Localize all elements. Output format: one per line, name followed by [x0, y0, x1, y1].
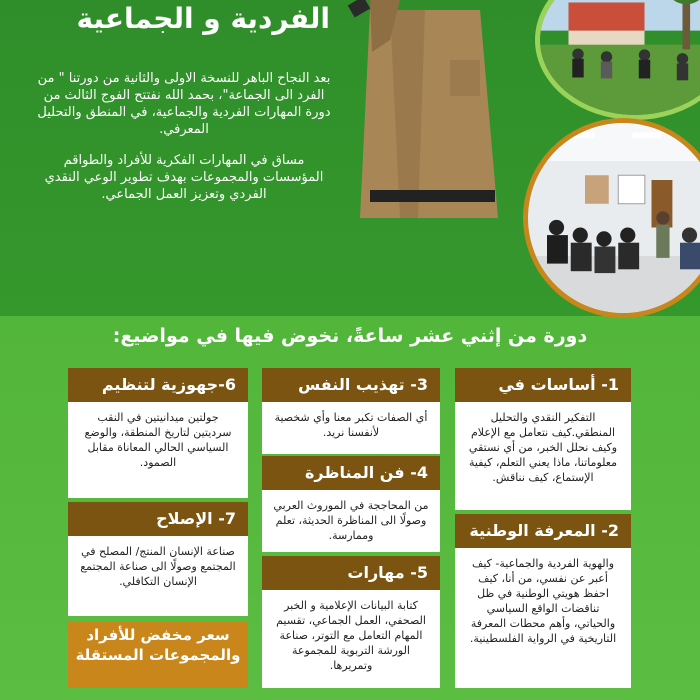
topic-6-title: 6-جهوزية لتنظيم	[68, 368, 248, 402]
topic-6-body: جولتين ميدانيتين في النقب سرديتين لتاريخ المنطقة، والوضع السياسي الحالي المعاناة مقابل الصمود.	[68, 402, 248, 498]
intro-paragraph-2: مساق في المهارات الفكرية للأفراد والطواقم المؤسسات والمجموعات بهدف تطوير الوعي النقدي الفردي وتعزيز العمل الجماعي.	[44, 153, 324, 202]
topic-3-title: 3- تهذيب النفس	[262, 368, 440, 402]
topic-7-title: 7- الإصلاح	[68, 502, 248, 536]
intro-text	[34, 70, 334, 217]
speaker-photo	[330, 0, 510, 218]
poster-title: الفردية و الجماعية	[76, 2, 330, 35]
topic-5-title: 5- مهارات	[262, 556, 440, 590]
topic-4-body: من المحاججة في الموروث العربي وصولًا الى المناظرة الحديثة، تعلم وممارسة.	[262, 490, 440, 552]
price-banner: سعر مخفض للأفراد والمجموعات المستقلة	[68, 622, 248, 688]
intro-paragraph-1: بعد النجاح الباهر للنسخة الاولى والثانية من دورتنا " من الفرد الى الجماعة"، بحمد الله نفتتح الفوج الثالث من دورة المهارات الفردية والجماعية، في المنطق والتحليل المعرفي.	[37, 71, 331, 137]
topic-1-title: 1- أساسات في	[455, 368, 631, 402]
topic-2-title: 2- المعرفة الوطنية	[455, 514, 631, 548]
topic-4-title: 4- فن المناظرة	[262, 456, 440, 490]
topic-3-body: أي الصفات تكبر معنا وأي شخصية لأنفسنا نريد.	[262, 402, 440, 454]
topic-5-body: كتابة البيانات الإعلامية و الخبر الصحفي، العمل الجماعي، تقسيم المهام التعامل مع التوتر، صناعة الورشة التربوية للمجموعة وتمريرها.	[262, 590, 440, 688]
topic-2-body: والهوية الفردية والجماعية- كيف أعبر عن نفسي، من أنا، كيف احفظ هويتي الوطنية في ظل تناقضات الواقع السياسي والحياتي، وأهم محطات المعرفة التاريخية في الرواية الفلسطينية.	[455, 548, 631, 688]
topic-7-body: صناعة الإنسان المنتج/ المصلح في المجتمع وصولًا الى صناعة المجتمع الإنسان التكافلي.	[68, 536, 248, 616]
topic-1-body: التفكير النقدي والتحليل المنطقي.كيف نتعامل مع الإعلام وكيف نحلل الخبر، من أي نستقي معلوماتنا، ماذا يعني التعلم، كيفية الإستماع، كيف نناقش.	[455, 402, 631, 510]
topics-heading: دورة من إثني عشر ساعةً، نخوض فيها في مواضيع:	[112, 325, 588, 347]
